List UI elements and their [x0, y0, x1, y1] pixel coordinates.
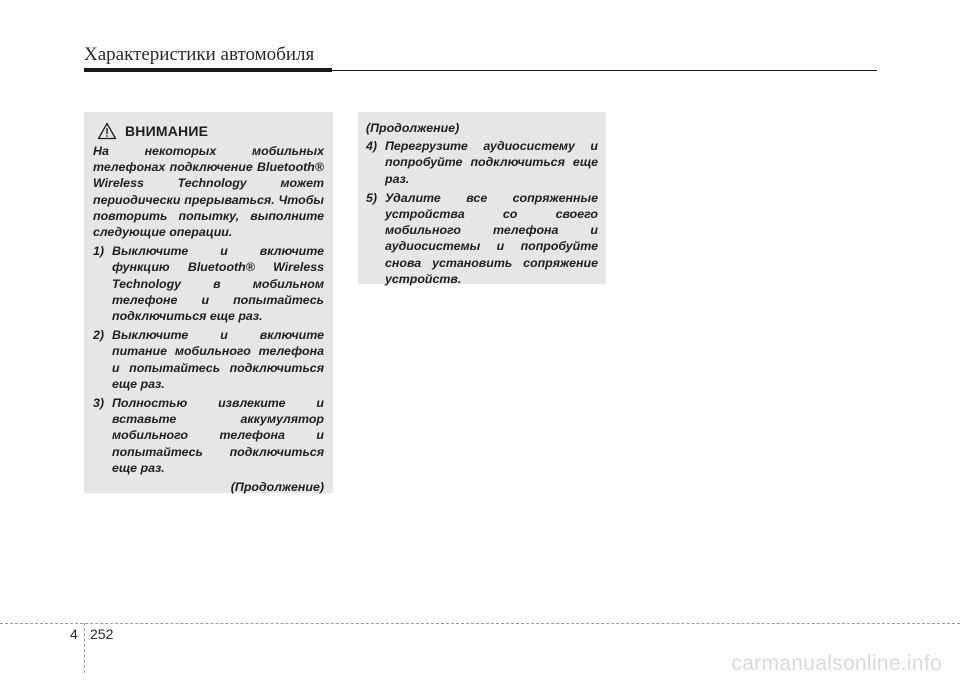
page-number: 252: [90, 626, 114, 642]
item-text: Перегрузите аудиосистему и попробуйте подключиться еще раз.: [385, 139, 598, 186]
item-text: Выключите и включите питание мобильного телефона и попытайтесь подключиться еще раз.: [112, 328, 324, 391]
warning-item: [93, 243, 324, 324]
warning-header: [97, 122, 324, 140]
warning-panel: [84, 112, 333, 493]
warning-item: [93, 395, 324, 476]
item-text: Удалите все сопряженные устройства со своего мобильного телефона и аудиосистемы и попробуйте снова установить сопряжение устройств.: [385, 190, 598, 286]
watermark: carmanualsonline.info: [731, 652, 942, 675]
warning-triangle-icon: [97, 122, 117, 140]
item-number: 3): [93, 396, 105, 411]
header-rule-thick: [84, 68, 332, 72]
item-number: 1): [93, 244, 105, 259]
item-text: Выключите и включите функцию Bluetooth® Wireless Technology в мобильном телефоне и попытайтесь подключиться еще раз.: [112, 244, 324, 324]
continued-label: (Продолжение): [230, 480, 324, 495]
footer-dashed-rule: [0, 623, 960, 624]
page-header-title: Характеристики автомобиля: [84, 44, 315, 65]
footer-vertical-dashed-rule: [84, 623, 85, 673]
item-number: 5): [366, 190, 378, 205]
chapter-number: 4: [70, 626, 78, 642]
warning-intro: На некоторых мобильных телефонах подключение Bluetooth® Wireless Technology может периодически прерываться. Чтобы повторить попытку, выполните следующие операции.: [93, 144, 324, 240]
header-rule-thin: [332, 70, 877, 71]
continuation-item: [366, 138, 598, 187]
warning-item: [93, 327, 324, 392]
warning-title: ВНИМАНИЕ: [125, 122, 209, 139]
continuation-label: (Продолжение): [366, 121, 460, 135]
continuation-item: [366, 190, 598, 287]
continuation-panel: [358, 112, 606, 284]
item-number: 4): [366, 139, 378, 154]
item-number: 2): [93, 328, 105, 343]
item-text: Полностью извлеките и вставьте аккумулятор мобильного телефона и попытайтесь подключиться еще раз.: [112, 396, 324, 475]
